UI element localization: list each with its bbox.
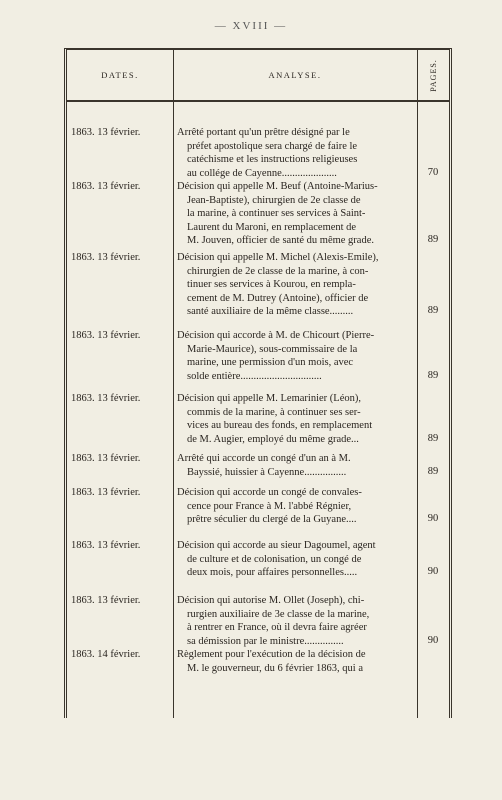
entry-date: 1863. 13 février. bbox=[71, 127, 141, 138]
header-pages-cell bbox=[417, 50, 449, 100]
entry-page: 89 bbox=[427, 369, 439, 381]
analysis-line: de culture et de colonisation, un congé de bbox=[187, 553, 362, 565]
entry-page: 89 bbox=[427, 432, 439, 444]
entry-analysis bbox=[177, 251, 415, 319]
entry-analysis bbox=[177, 539, 415, 580]
entry-date: 1863. 13 février. bbox=[71, 393, 141, 404]
analysis-line: à rentrer en France, où il devra faire agréer bbox=[187, 622, 367, 633]
analysis-line: Laurent du Maroni, en remplacement de bbox=[187, 221, 357, 233]
analysis-line: Décision qui autorise M. Ollet (Joseph), chi- bbox=[177, 595, 365, 606]
analysis-line: Décision qui appelle M. Michel (Alexis-Emile), bbox=[177, 252, 379, 263]
analysis-line: préfet apostolique sera chargé de faire le bbox=[187, 140, 358, 152]
entry-analysis bbox=[177, 452, 415, 479]
analysis-line: M. le gouverneur, du 6 février 1863, qui a bbox=[187, 662, 363, 674]
entry-analysis bbox=[177, 594, 415, 648]
table-header bbox=[67, 50, 449, 102]
analysis-line: vices au bureau des fonds, en remplacement bbox=[187, 420, 373, 431]
entry-analysis bbox=[177, 486, 415, 527]
analysis-line: catéchisme et les instructions religieuses bbox=[187, 154, 358, 165]
entry-date: 1863. 13 février. bbox=[71, 540, 141, 551]
analysis-line: M. Jouven, officier de santé du même grade. bbox=[187, 235, 374, 246]
entry-date: 1863. 13 février. bbox=[71, 595, 141, 606]
page-number: — XVIII — bbox=[214, 20, 288, 32]
header-dates: DATES. bbox=[101, 70, 139, 80]
entry-date: 1863. 13 février. bbox=[71, 453, 141, 464]
analysis-line: Jean-Baptiste), chirurgien de 2e classe de bbox=[187, 194, 361, 206]
analysis-line: Décision qui accorde au sieur Dagoumel, agent bbox=[177, 540, 376, 551]
analysis-line: Décision qui appelle M. Lemarinier (Léon), bbox=[177, 393, 361, 404]
entry-analysis bbox=[177, 648, 415, 675]
analysis-line: Décision qui accorde à M. de Chicourt (Pierre- bbox=[177, 330, 375, 341]
header-pages: PAGES. bbox=[428, 58, 438, 92]
entry-page: 89 bbox=[427, 465, 439, 477]
analysis-line: Marie-Maurice), sous-commissaire de la bbox=[187, 343, 358, 355]
entry-page: 90 bbox=[427, 566, 439, 577]
analysis-line: Décision qui accorde un congé de convales- bbox=[177, 487, 362, 498]
entry-analysis bbox=[177, 126, 415, 180]
header-analyse: ANALYSE. bbox=[268, 70, 322, 80]
index-table bbox=[64, 48, 452, 718]
analysis-line: santé auxiliaire de la même classe......... bbox=[187, 306, 354, 317]
analysis-line: Décision qui appelle M. Beuf (Antoine-Marius- bbox=[177, 181, 378, 192]
analysis-line: chirurgien de 2e classe de la marine, à con- bbox=[187, 265, 369, 277]
entry-date: 1863. 13 février. bbox=[71, 330, 141, 341]
analysis-line: cence pour France à M. l'abbé Régnier, bbox=[187, 500, 352, 512]
entry-analysis bbox=[177, 180, 415, 248]
entry-page: 70 bbox=[427, 166, 439, 178]
entry-date: 1863. 13 février. bbox=[71, 181, 141, 192]
analysis-line: commis de la marine, à continuer ses ser- bbox=[187, 406, 361, 418]
entry-date: 1863. 13 février. bbox=[71, 252, 141, 263]
analysis-line: Règlement pour l'exécution de la décision de bbox=[177, 649, 366, 660]
entry-analysis bbox=[177, 329, 415, 383]
analysis-line: Arrêté qui accorde un congé d'un an à M. bbox=[177, 453, 351, 464]
analysis-line: Bayssié, huissier à Cayenne................ bbox=[187, 466, 347, 478]
analysis-line: solde entière............................... bbox=[187, 370, 322, 382]
entry-page: 90 bbox=[427, 513, 439, 524]
analysis-line: tinuer ses services à Kourou, en rempla- bbox=[187, 279, 356, 290]
entry-date: 1863. 14 février. bbox=[71, 649, 141, 660]
column-divider bbox=[173, 50, 174, 718]
analysis-line: de M. Augier, employé du même grade... bbox=[187, 433, 359, 445]
analysis-line: deux mois, pour affaires personnelles..... bbox=[187, 567, 358, 578]
analysis-line: sa démission par le ministre............... bbox=[187, 635, 344, 647]
analysis-line: la marine, à continuer ses services à Saint- bbox=[187, 208, 366, 219]
entry-date: 1863. 13 février. bbox=[71, 487, 141, 498]
column-divider bbox=[417, 50, 418, 718]
entry-page: 89 bbox=[427, 305, 439, 316]
analysis-line: Arrêté portant qu'un prêtre désigné par le bbox=[177, 127, 350, 138]
analysis-line: marine, une permission d'un mois, avec bbox=[187, 357, 354, 368]
entry-analysis bbox=[177, 392, 415, 446]
analysis-line: rurgien auxiliaire de 3e classe de la marine, bbox=[187, 608, 370, 620]
analysis-line: cement de M. Dutrey (Antoine), officier de bbox=[187, 292, 369, 304]
analysis-line: au collége de Cayenne..................... bbox=[187, 167, 337, 179]
entry-page: 89 bbox=[427, 234, 439, 245]
analysis-line: prêtre séculier du clergé de la Guyane.... bbox=[187, 514, 357, 525]
entry-page: 90 bbox=[427, 634, 439, 646]
